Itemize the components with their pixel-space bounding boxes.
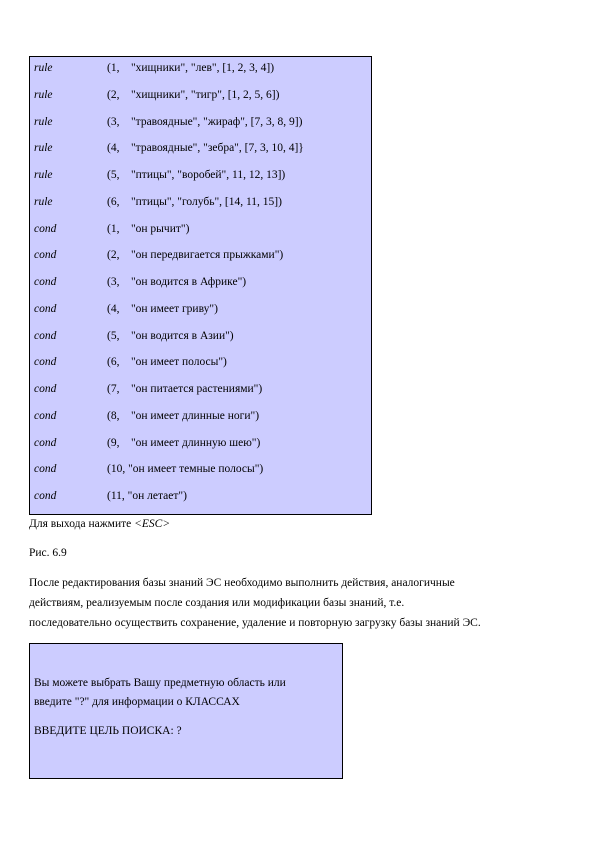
kb-row [30,353,371,371]
kb-row [30,487,371,505]
kb-row [30,460,371,478]
kb-row [30,380,371,398]
kb-row [30,113,371,131]
kb-row-arguments: (6, "он имеет полосы") [107,356,227,369]
kb-row-arguments: (4, "он имеет гриву") [107,302,218,315]
exit-hint-text: Для выхода нажмите [29,518,135,530]
kb-row [30,434,371,452]
kb-row [30,193,371,211]
kb-row-keyword: rule [34,62,53,74]
kb-row-keyword: cond [34,249,57,262]
goal-dialog [29,643,343,779]
esc-key-label: <ESC> [134,518,171,530]
kb-row-keyword: cond [34,383,57,395]
kb-row [30,327,371,345]
knowledge-base-listing [29,56,372,515]
kb-row-keyword: cond [34,222,57,235]
kb-row-arguments: (2, "хищники", "тигр", [1, 2, 5, 6]) [107,88,280,101]
kb-row-keyword: rule [34,195,53,208]
kb-row-keyword: rule [34,88,53,101]
kb-row-arguments: (1, "хищники", "лев", [1, 2, 3, 4]) [107,62,275,74]
exit-hint [29,516,170,532]
kb-row-arguments: (3, "он водится в Африке") [107,276,247,288]
kb-row-keyword: cond [34,463,57,476]
kb-row-keyword: cond [34,436,57,449]
kb-row-arguments: (3, "травоядные", "жираф", [7, 3, 8, 9]) [107,115,303,128]
kb-row-arguments: (8, "он имеет длинные ноги") [107,409,260,422]
kb-row-keyword: rule [34,142,53,155]
kb-row-keyword: cond [34,302,57,315]
paragraph-line-1: После редактирования базы знаний ЭС необходимо выполнить действия, аналогичные [29,577,455,589]
kb-row-arguments: (5, "он водится в Азии") [107,329,234,342]
paragraph-line-3: последовательно осуществить сохранение, удаление и повторную загрузку базы знаний ЭС. [29,617,481,629]
dialog-line-1: Вы можете выбрать Вашу предметную область или [34,677,286,689]
search-goal-prompt[interactable]: ВВЕДИТЕ ЦЕЛЬ ПОИСКА: ? [34,725,182,737]
kb-row-keyword: cond [34,409,57,422]
kb-row-arguments: (6, "птицы", "голубь", [14, 11, 15]) [107,195,282,208]
kb-row [30,246,371,264]
kb-row-keyword: rule [34,169,53,181]
kb-row-arguments: (10, "он имеет темные полосы") [107,463,264,476]
figure-caption: Рис. 6.9 [29,547,67,559]
dialog-line-2: введите "?" для информации о КЛАССАХ [34,696,240,708]
kb-row [30,86,371,104]
kb-row [30,139,371,157]
kb-row-arguments: (11, "он летает") [107,490,187,502]
kb-row [30,220,371,238]
kb-row-arguments: (2, "он передвигается прыжками") [107,249,284,262]
kb-row [30,300,371,318]
kb-row-keyword: cond [34,276,57,288]
kb-row-arguments: (5, "птицы", "воробей", 11, 12, 13]) [107,169,286,181]
kb-row-keyword: rule [34,115,53,128]
kb-row-keyword: cond [34,490,57,502]
kb-row-keyword: cond [34,356,57,369]
kb-row-arguments: (4, "травоядные", "зебра", [7, 3, 10, 4]} [107,142,304,155]
kb-row [30,59,371,77]
kb-row-keyword: cond [34,329,57,342]
kb-row-arguments: (1, "он рычит") [107,222,190,235]
kb-row [30,273,371,291]
paragraph-line-2: действиям, реализуемым после создания или модификации базы знаний, т.е. [29,597,405,609]
kb-row [30,407,371,425]
kb-row [30,166,371,184]
kb-row-arguments: (7, "он питается растениями") [107,383,263,395]
kb-row-arguments: (9, "он имеет длинную шею") [107,436,261,449]
